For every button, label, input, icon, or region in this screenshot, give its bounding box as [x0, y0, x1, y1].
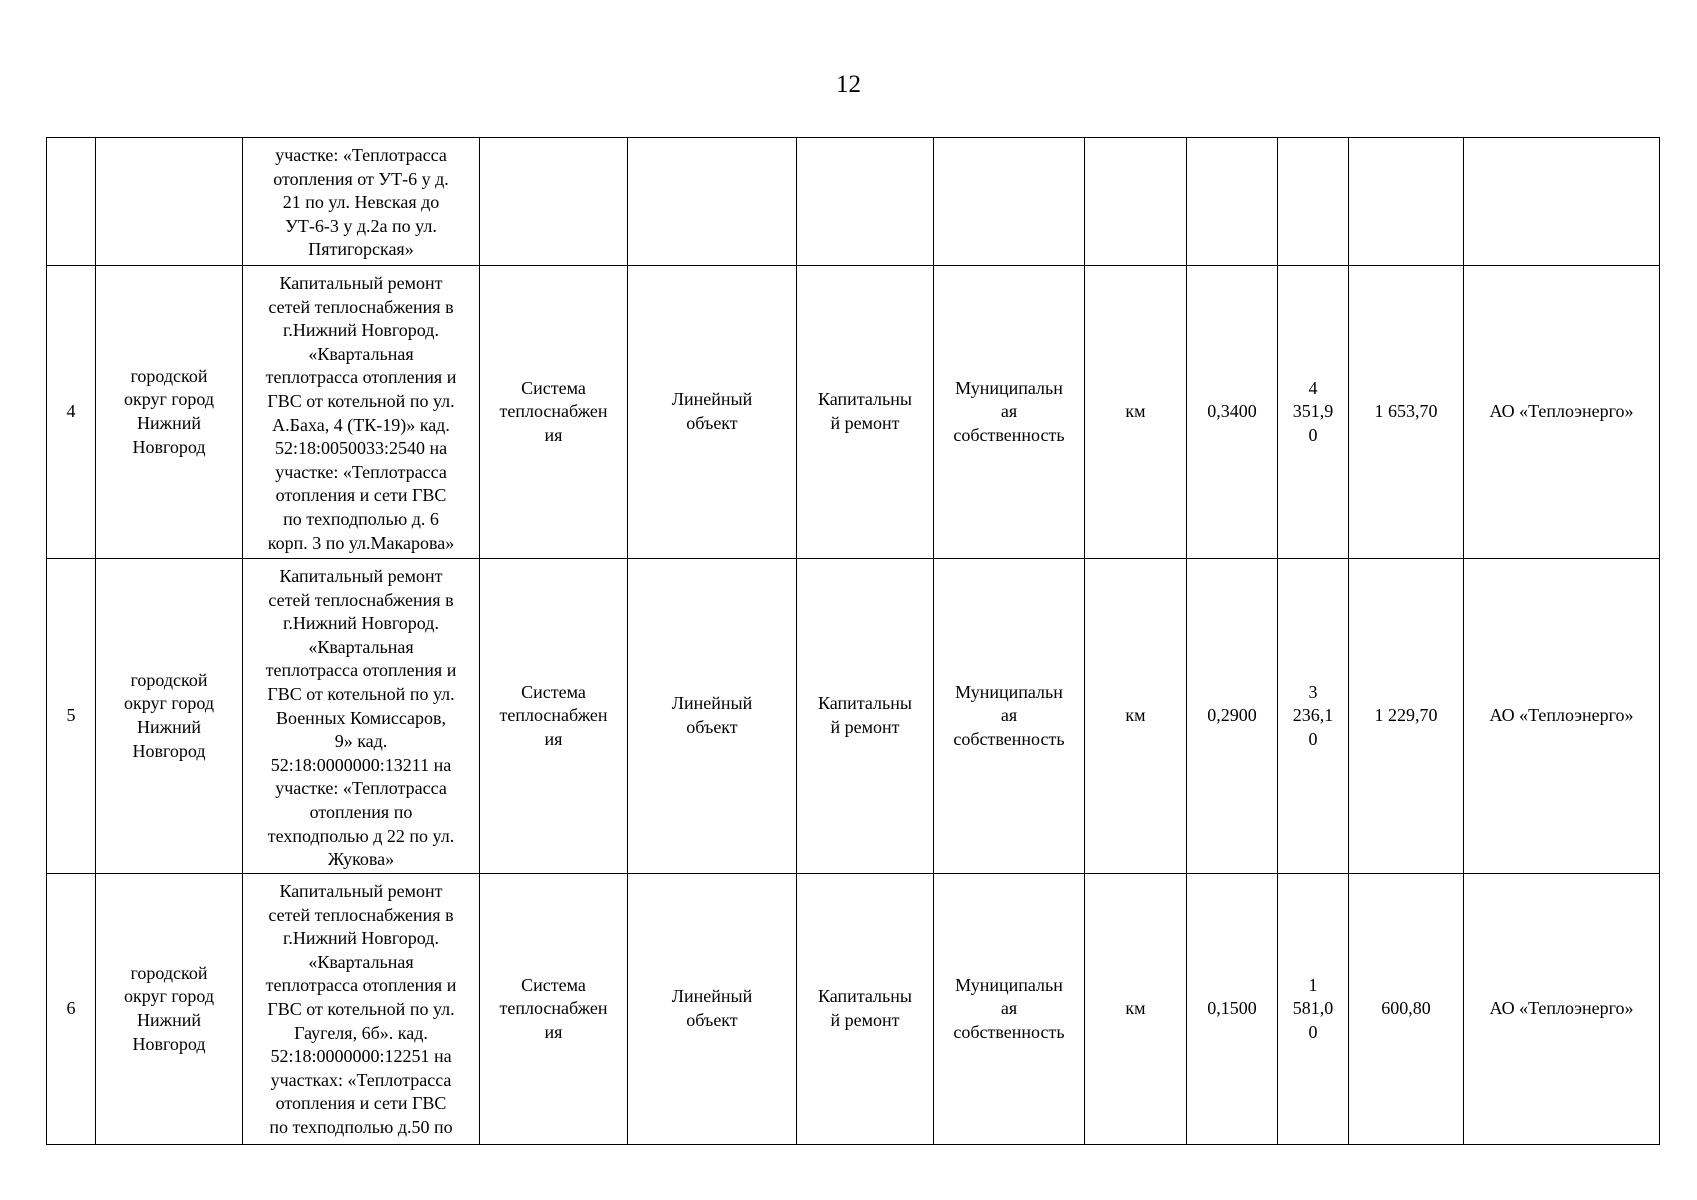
- cell-quantity: 0,3400: [1187, 266, 1278, 559]
- cell-object-type: [628, 874, 797, 1145]
- cell-ownership: [934, 874, 1085, 1145]
- cell-territory: [96, 559, 243, 874]
- cell-line: по техподполью д. 6: [283, 508, 439, 529]
- cell-line: Военных Комиссаров,: [275, 707, 447, 728]
- cell-line: теплотрасса отопления и: [265, 660, 457, 681]
- cell-system: [480, 266, 628, 559]
- cell-amount: 1 653,70: [1349, 266, 1464, 559]
- cell-line: техподполью д 22 по ул.: [267, 825, 455, 846]
- cell-line: объект: [686, 413, 738, 433]
- cell-description: [243, 266, 480, 559]
- cell-line: 3: [1308, 681, 1318, 702]
- cell-line: ая: [1000, 401, 1018, 422]
- cell-line: г.Нижний Новгород.: [283, 320, 439, 341]
- cell-description: [243, 874, 480, 1145]
- cell-operator: [1464, 138, 1660, 266]
- cell-quantity: 0,2900: [1187, 559, 1278, 874]
- cell-line: собственность: [953, 424, 1065, 445]
- cell-line: теплотрасса отопления и: [265, 975, 457, 996]
- cell-line: г.Нижний Новгород.: [283, 928, 439, 949]
- cell-line: Новгород: [132, 436, 206, 457]
- cell-line: Капитальны: [818, 389, 912, 410]
- cell-line: отопления и сети ГВС: [275, 1093, 447, 1114]
- page-number: 12: [836, 71, 861, 98]
- cell-line: й ремонт: [830, 717, 900, 737]
- cell-row-number: 4: [47, 266, 96, 559]
- cell-unit: км: [1085, 266, 1187, 559]
- cell-line: ГВС от котельной по ул.: [267, 390, 455, 411]
- cell-cost: [1278, 266, 1349, 559]
- cell-line: участке: «Теплотрасса: [275, 461, 447, 482]
- cell-line: округ город: [124, 986, 214, 1007]
- cell-line: ия: [544, 1021, 563, 1042]
- cell-line: Жукова»: [327, 849, 395, 870]
- cell-amount: 600,80: [1349, 874, 1464, 1145]
- cell-line: объект: [686, 1010, 738, 1030]
- cell-system: [480, 138, 628, 266]
- cell-line: 21 по ул. Невская до: [282, 192, 440, 213]
- cell-operator: АО «Теплоэнерго»: [1464, 559, 1660, 874]
- cell-line: Линейный: [671, 389, 753, 410]
- cell-line: теплоснабжен: [499, 998, 608, 1019]
- cell-line: 236,1: [1292, 705, 1334, 726]
- cell-territory: [96, 138, 243, 266]
- cell-line: сетей теплоснабжения в: [268, 296, 454, 317]
- cell-line: отопления по: [309, 801, 413, 822]
- cell-cost: [1278, 559, 1349, 874]
- cell-line: А.Баха, 4 (ТК-19)» кад.: [272, 414, 450, 435]
- cell-line: 0: [1308, 1021, 1318, 1042]
- cell-line: Капитальный ремонт: [279, 273, 443, 293]
- cell-line: 52:18:0050033:2540 на: [274, 438, 448, 459]
- cell-line: 52:18:0000000:12251 на: [270, 1046, 452, 1067]
- table-row: [47, 874, 1660, 1145]
- cell-line: ия: [544, 728, 563, 749]
- cell-unit: [1085, 138, 1187, 266]
- cell-operator: АО «Теплоэнерго»: [1464, 266, 1660, 559]
- cell-line: Нижний: [137, 717, 201, 737]
- cell-territory: [96, 874, 243, 1145]
- cell-line: Капитальны: [818, 693, 912, 714]
- cell-object-type: [628, 266, 797, 559]
- cell-line: «Квартальная: [308, 636, 414, 657]
- cell-work-type: [797, 559, 934, 874]
- cell-ownership: [934, 138, 1085, 266]
- cell-system: [480, 559, 628, 874]
- cell-ownership: [934, 266, 1085, 559]
- cell-line: 4: [1308, 377, 1318, 398]
- cell-line: Муниципальн: [955, 377, 1063, 398]
- cell-line: по техподполью д.50 по: [269, 1116, 453, 1137]
- cell-line: теплотрасса отопления и: [265, 367, 457, 388]
- cell-line: городской: [130, 962, 208, 983]
- cell-description: [243, 559, 480, 874]
- cell-line: 52:18:0000000:13211 на: [270, 754, 452, 775]
- cell-line: 1: [1308, 974, 1318, 995]
- cell-line: теплоснабжен: [499, 705, 608, 726]
- cell-line: «Квартальная: [308, 951, 414, 972]
- cell-line: ая: [1000, 705, 1018, 726]
- cell-line: участке: «Теплотрасса: [275, 145, 447, 165]
- table-row: [47, 138, 1660, 266]
- cell-quantity: 0,1500: [1187, 874, 1278, 1145]
- cell-line: 0: [1308, 424, 1318, 445]
- cell-line: ГВС от котельной по ул.: [267, 998, 455, 1019]
- cell-line: Капитальный ремонт: [279, 881, 443, 901]
- cell-object-type: [628, 138, 797, 266]
- cell-line: округ город: [124, 389, 214, 410]
- cell-line: Система: [521, 974, 586, 995]
- cell-line: Капитальный ремонт: [279, 566, 443, 586]
- cell-line: корп. 3 по ул.Макарова»: [267, 532, 455, 553]
- cell-line: сетей теплоснабжения в: [268, 589, 454, 610]
- cell-line: 581,0: [1292, 998, 1334, 1019]
- cell-line: Система: [521, 681, 586, 702]
- cell-line: Линейный: [671, 986, 753, 1007]
- cell-line: Новгород: [132, 740, 206, 761]
- cell-line: собственность: [953, 1021, 1065, 1042]
- cell-object-type: [628, 559, 797, 874]
- cell-ownership: [934, 559, 1085, 874]
- cell-line: теплоснабжен: [499, 401, 608, 422]
- table-row: [47, 266, 1660, 559]
- cell-line: Линейный: [671, 693, 753, 714]
- cell-line: Муниципальн: [955, 974, 1063, 995]
- cell-line: участке: «Теплотрасса: [275, 778, 447, 799]
- cell-system: [480, 874, 628, 1145]
- cell-line: г.Нижний Новгород.: [283, 613, 439, 634]
- cell-cost: [1278, 874, 1349, 1145]
- cell-line: 9» кад.: [334, 731, 388, 752]
- cell-line: Нижний: [137, 1010, 201, 1030]
- cell-quantity: [1187, 138, 1278, 266]
- cell-line: Новгород: [132, 1033, 206, 1054]
- cell-line: 351,9: [1292, 401, 1334, 422]
- cell-line: округ город: [124, 693, 214, 714]
- cell-line: городской: [130, 365, 208, 386]
- cell-line: ия: [544, 424, 563, 445]
- cell-line: Гаугеля, 6б». кад.: [294, 1022, 428, 1043]
- cell-work-type: [797, 266, 934, 559]
- cell-description: [243, 138, 480, 266]
- table-row: [47, 559, 1660, 874]
- cell-unit: км: [1085, 874, 1187, 1145]
- cell-line: Капитальны: [818, 986, 912, 1007]
- cell-line: Нижний: [137, 413, 201, 433]
- cell-work-type: [797, 874, 934, 1145]
- cell-row-number: 6: [47, 874, 96, 1145]
- cell-amount: 1 229,70: [1349, 559, 1464, 874]
- cell-line: городской: [130, 669, 208, 690]
- cell-line: Пятигорская»: [308, 239, 414, 260]
- cell-cost: [1278, 138, 1349, 266]
- cell-territory: [96, 266, 243, 559]
- cell-line: «Квартальная: [308, 343, 414, 364]
- cell-line: Муниципальн: [955, 681, 1063, 702]
- cell-line: собственность: [953, 728, 1065, 749]
- cell-line: 0: [1308, 728, 1318, 749]
- cell-row-number: 5: [47, 559, 96, 874]
- cell-line: й ремонт: [830, 1010, 900, 1030]
- cell-line: й ремонт: [830, 413, 900, 433]
- cell-line: УТ-6-3 у д.2а по ул.: [285, 215, 437, 236]
- cell-line: ГВС от котельной по ул.: [267, 683, 455, 704]
- cell-line: отопления и сети ГВС: [275, 485, 447, 506]
- cell-line: сетей теплоснабжения в: [268, 904, 454, 925]
- works-table: [46, 137, 1660, 1145]
- cell-amount: [1349, 138, 1464, 266]
- cell-operator: АО «Теплоэнерго»: [1464, 874, 1660, 1145]
- cell-unit: км: [1085, 559, 1187, 874]
- cell-work-type: [797, 138, 934, 266]
- cell-line: ая: [1000, 998, 1018, 1019]
- cell-line: объект: [686, 717, 738, 737]
- cell-row-number: [47, 138, 96, 266]
- cell-line: отопления от УТ-6 у д.: [273, 168, 449, 189]
- cell-line: участках: «Теплотрасса: [270, 1069, 452, 1090]
- cell-line: Система: [521, 377, 586, 398]
